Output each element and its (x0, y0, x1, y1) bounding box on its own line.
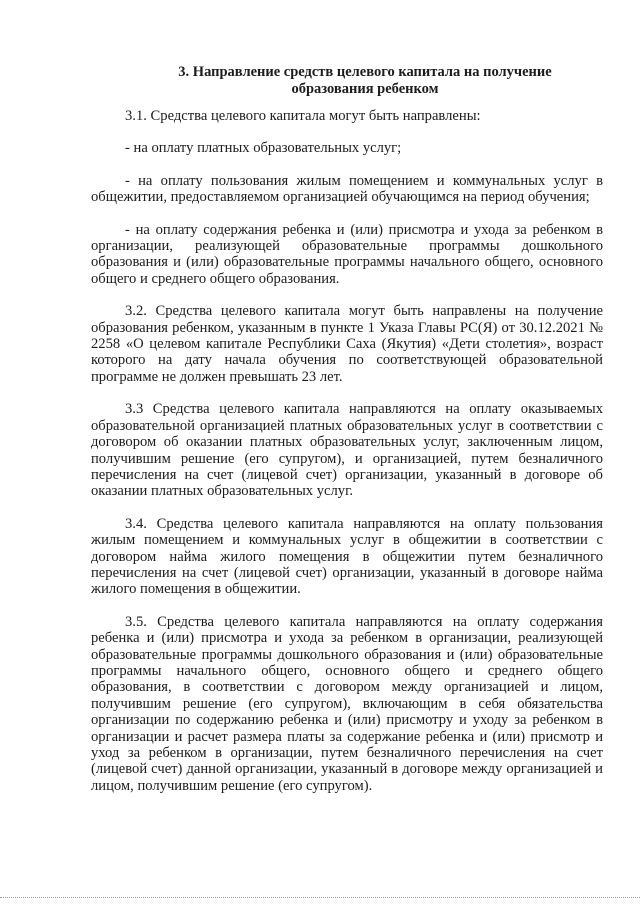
paragraph-3-4: 3.4. Средства целевого капитала направляются на оплату пользования жилым помещением и коммунальных услуг в общежитии в соответствии с договором найма жилого помещения в общежитии путем безналичного перечисления на счет (лицевой счет) организации, указанный в договоре найма жилого помещения в общежитии. (91, 515, 603, 598)
list-item-dormitory: - на оплату пользования жилым помещением и коммунальных услуг в общежитии, предоставляемом организацией обучающимся на период обучения; (91, 172, 603, 206)
page-bottom-edge (0, 897, 640, 898)
list-item-paid-services: - на оплату платных образовательных услуг; (125, 140, 402, 157)
paragraph-3-5: 3.5. Средства целевого капитала направляются на оплату содержания ребенка и (или) присмотра и ухода за ребенком в организации, реализующей образовательные программы дошкольного образования и (или) образовательные программы начального общего, основного общего и среднего общего образования, в соответствии с договором между организацией и лицом, получившим решение (его супругом), включающим в себя обязательства организации по содержанию ребенка и (или) присмотру и уходу за ребенком в организации и расчет размера платы за содержание ребенка и (или) присмотр и уход за ребенком в организации, путем безналичного перечисления на счет (лицевой счет) данной организации, указанный в договоре между организацией и лицом, получившим решение (его супругом). (91, 613, 603, 794)
section-title-line-1: 3. Направление средств целевого капитала на получение (178, 64, 552, 80)
document-body (91, 108, 603, 810)
paragraph-3-1: 3.1. Средства целевого капитала могут быть направлены: (125, 108, 481, 124)
paragraph-3-3: 3.3 Средства целевого капитала направляются на оплату оказываемых образовательной организацией платных образовательных услуг в соответствии с договором об оказании платных образовательных услуг, заключенным лицом, получившим решение (его супругом), и организацией, путем безналичного перечисления на счет (лицевой счет) организации, указанный в договоре об оказании платных образовательных услуг. (91, 401, 603, 500)
section-title-line-2: образования ребенком (291, 81, 439, 97)
paragraph-3-2: 3.2. Средства целевого капитала могут быть направлены на получение образования ребенком, указанным в пункте 1 Указа Главы РС(Я) от 30.12.2021 № 2258 «О целевом капитале Республики Саха (Якутия) «Дети столетия», возраст которого на дату начала обучения по соответствующей образовательной программе не должен превышать 23 лет. (91, 303, 603, 385)
section-heading (150, 64, 580, 98)
list-item-childcare: - на оплату содержания ребенка и (или) присмотра и ухода за ребенком в организации, реализующей образовательные программы дошкольного образования и (или) образовательные программы начального общего, основного общего и среднего общего образования. (91, 221, 603, 287)
